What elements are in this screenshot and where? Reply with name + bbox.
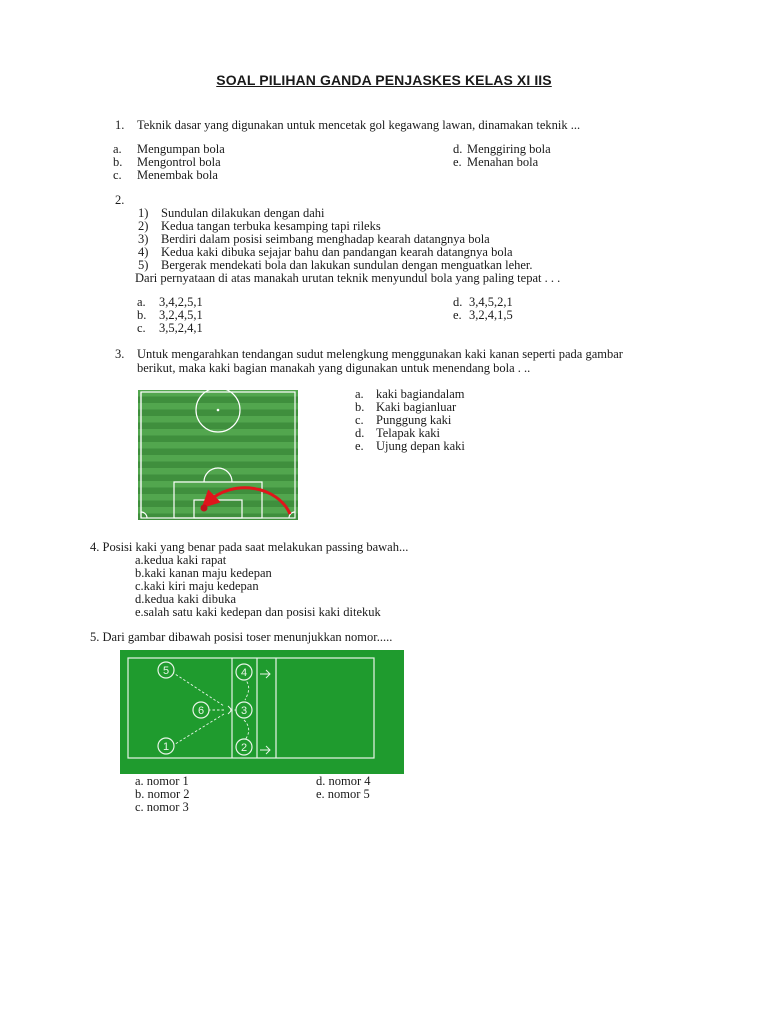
q1-option-d-label: d.: [453, 142, 463, 156]
q2-option-c: 3,5,2,4,1: [159, 321, 203, 335]
q2-option-e-label: e.: [453, 308, 462, 322]
q3-option-c: Punggung kaki: [376, 413, 452, 427]
player-number: 2: [240, 742, 248, 754]
q2-option-a-label: a.: [137, 295, 146, 309]
question-1-text: Teknik dasar yang digunakan untuk mencetak gol kegawang lawan, dinamakan teknik ...: [137, 118, 581, 132]
q1-option-a-label: a.: [113, 142, 122, 156]
q1-option-e: Menahan bola: [467, 155, 539, 169]
question-3-number: 3.: [115, 347, 125, 361]
q4-option-c: c.kaki kiri maju kedepan: [135, 579, 259, 593]
q5-option-e: e. nomor 5: [316, 787, 370, 801]
q3-option-d: Telapak kaki: [376, 426, 441, 440]
player-number: 6: [197, 705, 205, 717]
q2-statement-1: Sundulan dilakukan dengan dahi: [161, 206, 325, 220]
q1-option-c: Menembak bola: [137, 168, 218, 182]
question-5-text: 5. Dari gambar dibawah posisi toser menunjukkan nomor.....: [90, 630, 393, 644]
q3-option-e: Ujung depan kaki: [376, 439, 465, 453]
q2-statement-3: Berdiri dalam posisi seimbang menghadap kearah datangnya bola: [161, 232, 490, 246]
player-number: 5: [162, 665, 170, 677]
soccer-field-diagram: [138, 390, 298, 520]
q2-statement-4: Kedua kaki dibuka sejajar bahu dan pandangan kearah datangnya bola: [161, 245, 513, 259]
q5-option-b: b. nomor 2: [135, 787, 190, 801]
q2-option-e: 3,2,4,1,5: [469, 308, 513, 322]
q2-statement-2-num: 2): [138, 219, 149, 233]
q5-option-d: d. nomor 4: [316, 774, 371, 788]
q2-statement-5: Bergerak mendekati bola dan lakukan sundulan dengan menguatkan leher.: [161, 258, 533, 272]
q5-option-c: c. nomor 3: [135, 800, 189, 814]
q4-option-d: d.kedua kaki dibuka: [135, 592, 237, 606]
q1-option-a: Mengumpan bola: [137, 142, 225, 156]
field-center-spot: [217, 409, 220, 412]
question-1-number: 1.: [115, 118, 125, 132]
q2-option-d: 3,4,5,2,1: [469, 295, 513, 309]
question-3-line-1: Untuk mengarahkan tendangan sudut melengkung menggunakan kaki kanan seperti pada gambar: [137, 347, 623, 361]
q2-option-d-label: d.: [453, 295, 463, 309]
question-3-line-2: berikut, maka kaki bagian manakah yang digunakan untuk menendang bola . ..: [137, 361, 531, 375]
q3-option-b: Kaki bagianluar: [376, 400, 457, 414]
ball-marker: [201, 505, 208, 512]
q2-statement-2: Kedua tangan terbuka kesamping tapi rileks: [161, 219, 381, 233]
q1-option-b-label: b.: [113, 155, 123, 169]
q2-option-a: 3,4,2,5,1: [159, 295, 203, 309]
q2-statement-1-num: 1): [138, 206, 149, 220]
q2-option-c-label: c.: [137, 321, 146, 335]
q3-option-c-label: c.: [355, 413, 364, 427]
player-number: 3: [240, 705, 248, 717]
q1-option-b: Mengontrol bola: [137, 155, 221, 169]
q3-option-e-label: e.: [355, 439, 364, 453]
q2-option-b-label: b.: [137, 308, 147, 322]
q2-prompt: Dari pernyataan di atas manakah urutan teknik menyundul bola yang paling tepat . . .: [135, 271, 561, 285]
question-2-number: 2.: [115, 193, 125, 207]
page-title: SOAL PILIHAN GANDA PENJASKES KELAS XI IIS: [216, 72, 552, 88]
q3-option-b-label: b.: [355, 400, 365, 414]
q2-statement-4-num: 4): [138, 245, 149, 259]
q1-option-e-label: e.: [453, 155, 462, 169]
q3-option-a-label: a.: [355, 387, 364, 401]
player-number: 4: [240, 667, 248, 679]
q2-statement-5-num: 5): [138, 258, 149, 272]
q4-option-a: a.kedua kaki rapat: [135, 553, 227, 567]
q2-option-b: 3,2,4,5,1: [159, 308, 203, 322]
volleyball-court-diagram: [120, 650, 404, 774]
q1-option-d: Menggiring bola: [467, 142, 551, 156]
q4-option-b: b.kaki kanan maju kedepan: [135, 566, 272, 580]
q1-option-c-label: c.: [113, 168, 122, 182]
q5-option-a: a. nomor 1: [135, 774, 189, 788]
q3-option-a: kaki bagiandalam: [376, 387, 465, 401]
question-4-text: 4. Posisi kaki yang benar pada saat melakukan passing bawah...: [90, 540, 409, 554]
player-number: 1: [162, 741, 170, 753]
q2-statement-3-num: 3): [138, 232, 149, 246]
q3-option-d-label: d.: [355, 426, 365, 440]
q4-option-e: e.salah satu kaki kedepan dan posisi kaki ditekuk: [135, 605, 381, 619]
